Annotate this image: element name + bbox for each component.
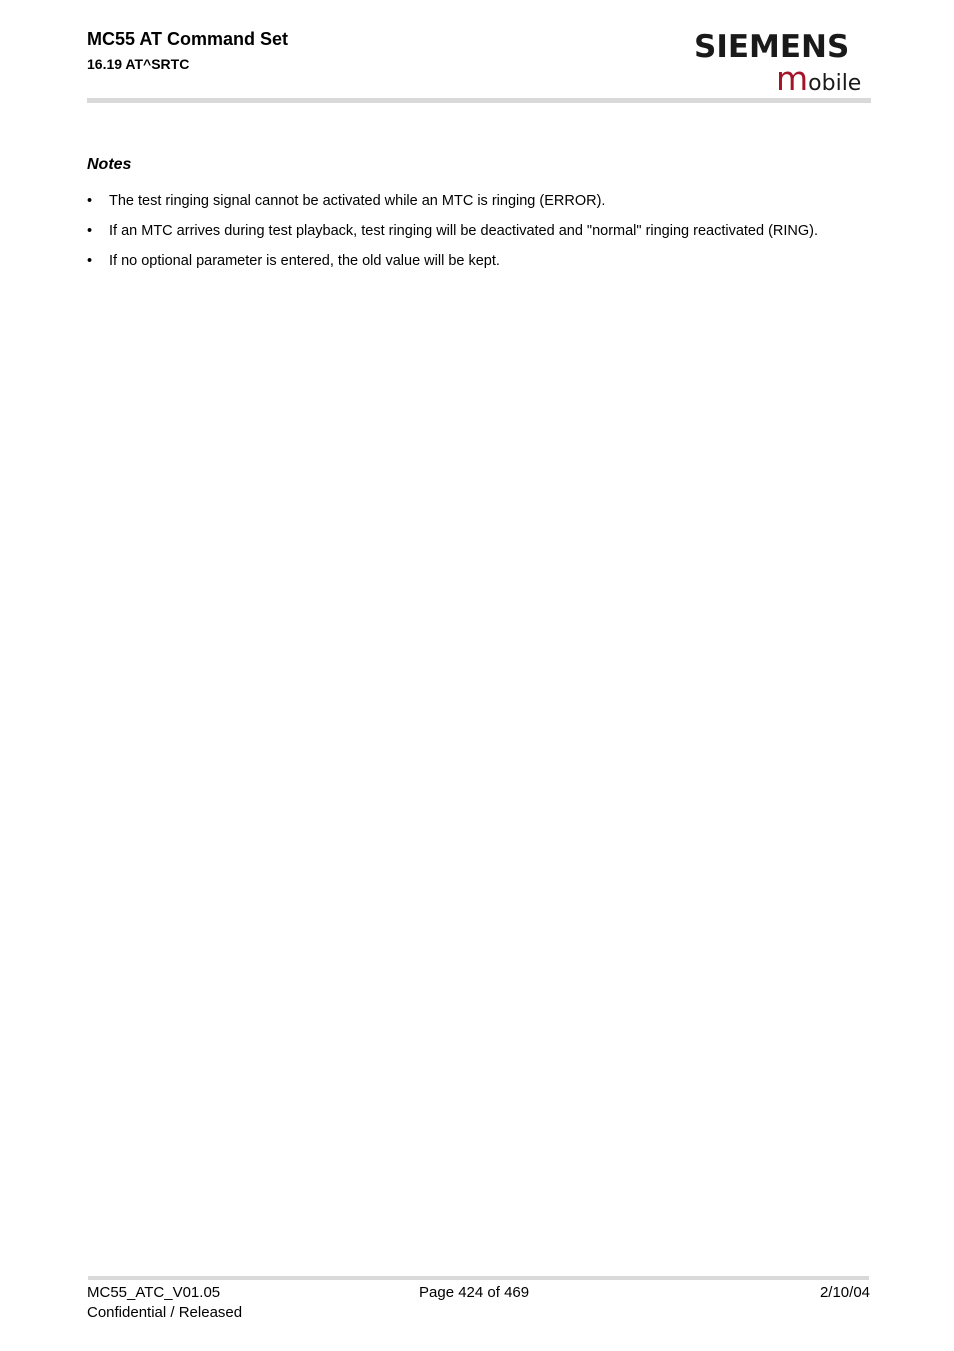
footer-doc-id: MC55_ATC_V01.05 [87, 1284, 221, 1301]
header-divider [87, 98, 871, 103]
footer-status: Confidential / Released [87, 1304, 243, 1321]
footer-date: 2/10/04 [819, 1284, 870, 1301]
section-title: 16.19 AT^SRTC [87, 56, 190, 72]
note-text: If an MTC arrives during test playback, test ringing will be deactivated and "normal" ringing reactivated (RING). [109, 223, 819, 239]
note-item [87, 221, 871, 241]
notes-list [87, 191, 871, 281]
note-item [87, 251, 871, 271]
siemens-mobile-logo [694, 29, 874, 98]
note-text: If no optional parameter is entered, the old value will be kept. [109, 253, 500, 269]
bullet-icon: • [87, 253, 93, 269]
footer-page-number: Page 424 of 469 [419, 1284, 530, 1301]
note-item [87, 191, 871, 211]
bullet-icon: • [87, 193, 93, 209]
logo-sub-rest: obile [808, 71, 862, 96]
footer-left [87, 1283, 242, 1323]
notes-heading: Notes [87, 156, 132, 173]
footer-divider [88, 1276, 869, 1280]
logo-sub-initial: m [776, 59, 809, 98]
document-title: MC55 AT Command Set [87, 29, 289, 49]
note-text: The test ringing signal cannot be activated while an MTC is ringing (ERROR). [109, 193, 606, 209]
bullet-icon: • [87, 223, 93, 239]
logo-sub [776, 59, 862, 98]
logo-brand: SIEMENS [694, 29, 850, 65]
